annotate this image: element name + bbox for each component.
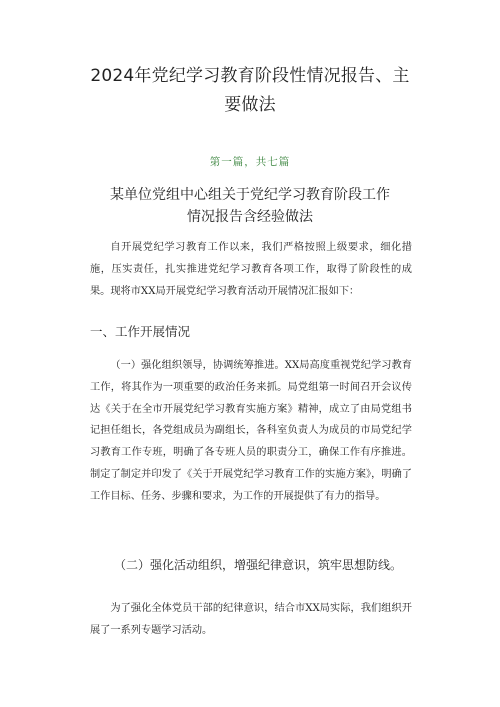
- subtitle-line-1: 某单位党组中心组关于党纪学习教育阶段工作: [110, 187, 390, 203]
- title-line-1: 2024年党纪学习教育阶段性情况报告、主: [90, 66, 410, 86]
- intro-paragraph: 自开展党纪学习教育工作以来，我们严格按照上级要求，细化措施，压实责任，扎实推进党纪学习教育各项工作，取得了阶段性的成果。现将市XX局开展党纪学习教育活动开展情况汇报如下：: [90, 242, 412, 297]
- section-heading: 一、工作开展情况: [90, 324, 191, 339]
- subtitle-line-2: 情况报告含经验做法: [187, 209, 313, 225]
- body-paragraph-2: 为了强化全体党员干部的纪律意识，结合市XX局实际，我们组织开展了一系列专题学习活动。: [90, 603, 412, 636]
- document-title: [60, 62, 440, 120]
- body-paragraph-1: （一）强化组织领导，协调统筹推进。XX局高度重视党纪学习教育工作，将其作为一项重要的政治任务来抓。局党组第一时间召开会议传达《关于在全市开展党纪学习教育实施方案》精神，成立了由局党组书记担任组长，各党组成员为副组长，各科室负责人为成员的市局党纪学习教育工作专班，明确了各专班人员的职责分工，确保工作有序推进。制定了制定并印发了《关于开展党纪学习教育工作的实施方案》，明确了工作目标、任务、步骤和要求，为工作的开展提供了有力的指导。: [90, 360, 412, 502]
- part-label: 第一篇，共七篇: [209, 156, 291, 168]
- title-line-2: 要做法: [224, 95, 276, 115]
- subheading-2: （二）强化活动组织，增强纪律意识，筑牢思想防线。: [114, 558, 403, 572]
- section-title: [90, 184, 410, 228]
